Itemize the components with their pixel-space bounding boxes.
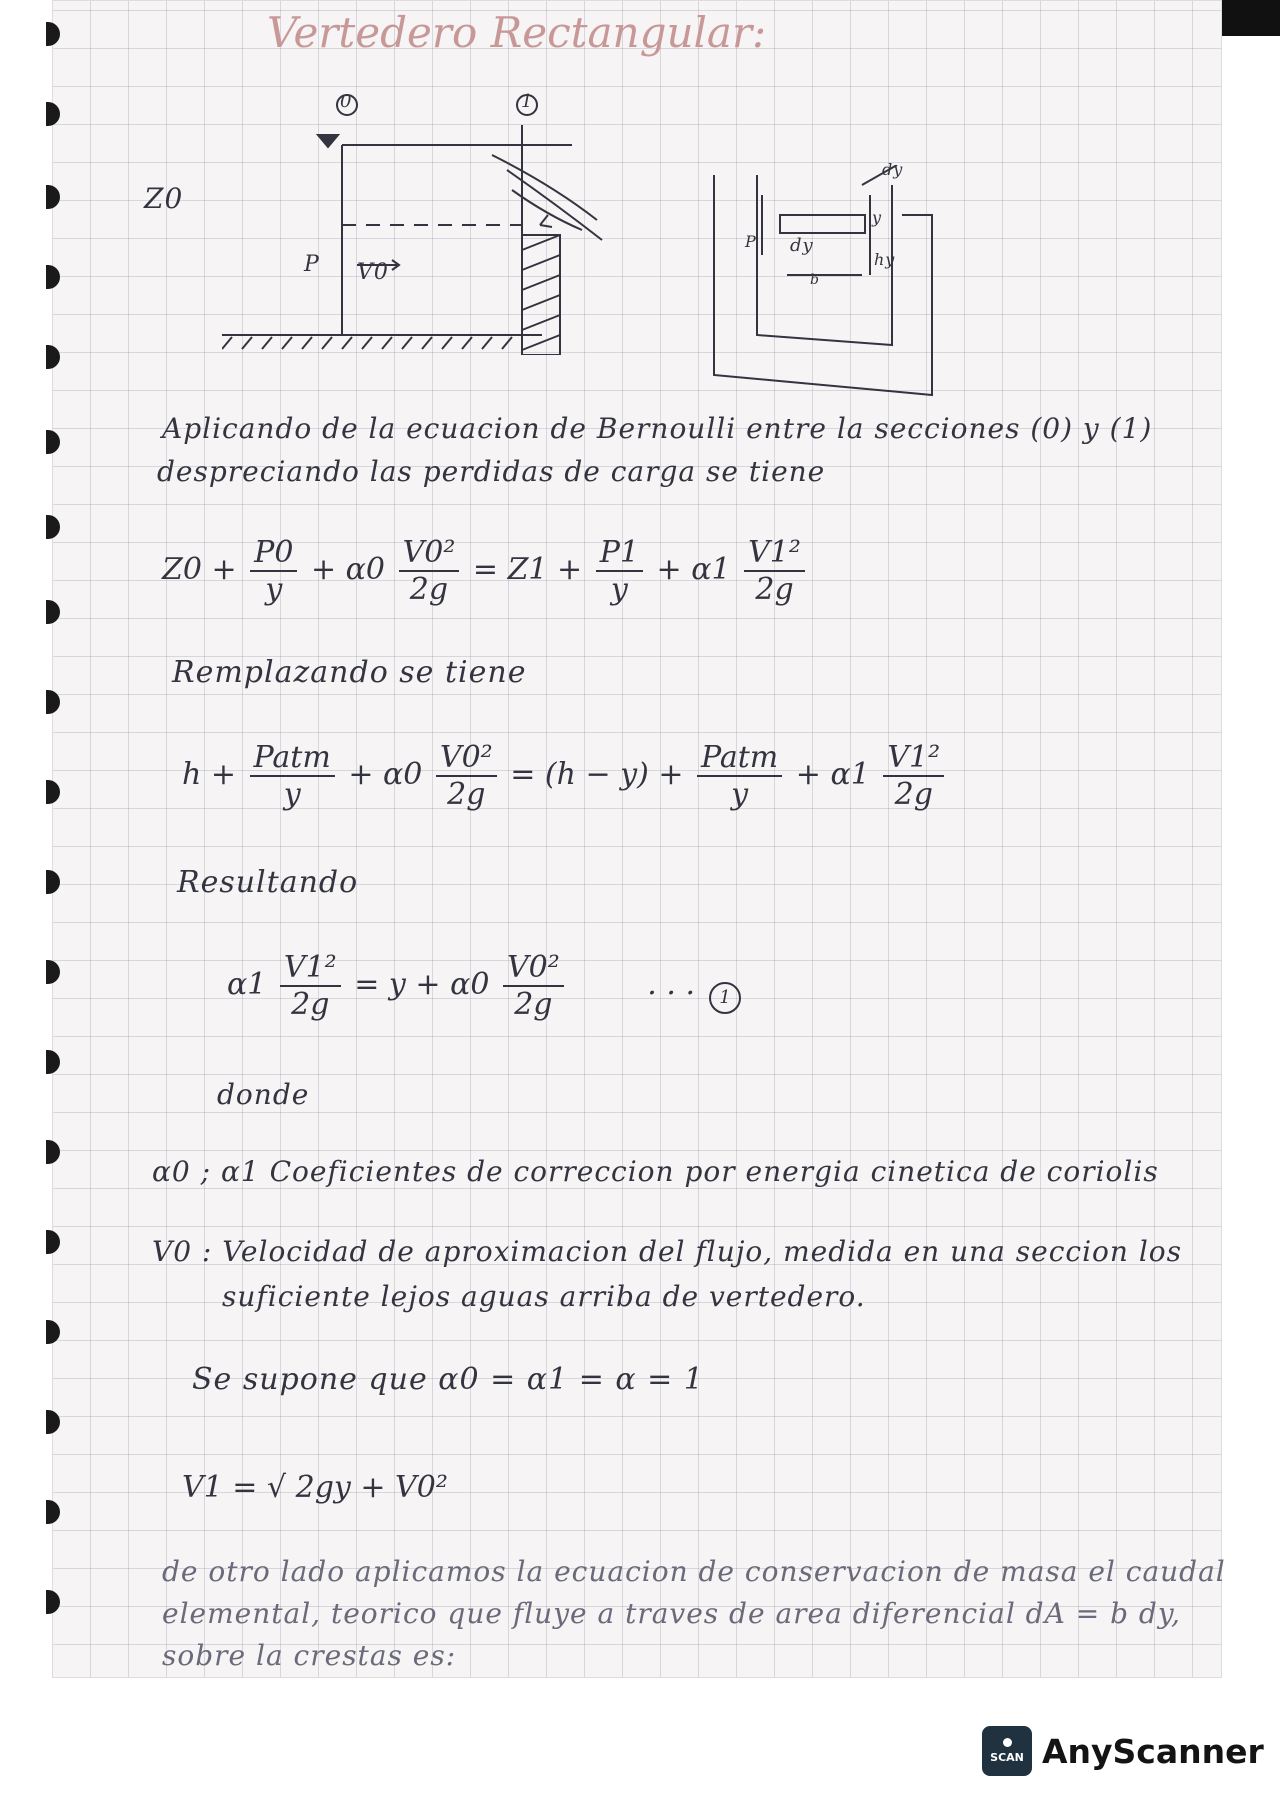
- paragraph-1-line-1: Aplicando de la ecuacion de Bernoulli entre la secciones (0) y (1): [162, 412, 1153, 445]
- eq3-f2-denominator: 2g: [514, 987, 553, 1022]
- eq2-f3-numerator: Patm: [697, 740, 782, 777]
- binding-hole: [46, 1320, 60, 1344]
- binding-hole: [46, 870, 60, 894]
- binding-hole: [46, 1050, 60, 1074]
- eq3-fraction-1: [280, 950, 341, 1022]
- eq3-term-1: α1: [227, 967, 267, 1002]
- eq1-f4-denominator: 2g: [755, 572, 794, 607]
- dy-label: dy: [790, 235, 814, 256]
- eq1-fraction-1: [250, 535, 297, 607]
- page-title: Vertedero Rectangular:: [267, 8, 767, 57]
- paragraph-2-line-2: elemental, teorico que fluye a traves de area diferencial dA = b dy,: [162, 1597, 1181, 1630]
- scan-badge-icon: [982, 1726, 1032, 1776]
- eq2-term-2: + α0: [348, 757, 423, 792]
- binding-hole: [46, 1500, 60, 1524]
- p-label: P: [304, 252, 320, 277]
- eq1-f2-numerator: V0²: [399, 535, 460, 572]
- eq2-f2-numerator: V0²: [436, 740, 497, 777]
- eq1-f2-denominator: 2g: [409, 572, 449, 607]
- eq2-f2-denominator: 2g: [447, 777, 486, 812]
- velocity-equation: V1 = √ 2gy + V0²: [182, 1470, 448, 1505]
- eq2-fraction-1: [250, 740, 335, 812]
- binding-hole: [46, 960, 60, 984]
- resulting-equation: [227, 950, 695, 1022]
- binding-hole: [46, 345, 60, 369]
- eq2-fraction-3: [697, 740, 782, 812]
- eq2-term-3: = (h − y) +: [510, 757, 684, 792]
- binding-hole: [46, 265, 60, 289]
- binding-hole: [46, 1590, 60, 1614]
- eq1-term-3: = Z1 +: [472, 552, 583, 587]
- section-zero-label: 0: [340, 91, 353, 112]
- z0-label: Z0: [144, 182, 184, 215]
- eq3-f1-numerator: V1²: [280, 950, 341, 987]
- eq1-f1-denominator: y: [265, 572, 283, 607]
- donde-label: donde: [217, 1078, 310, 1111]
- y-label: y: [872, 208, 883, 227]
- eq1-fraction-2: [399, 535, 460, 607]
- paragraph-1-line-2: despreciando las perdidas de carga se tiene: [157, 455, 826, 488]
- remplazando-heading: Remplazando se tiene: [172, 655, 527, 690]
- binding-hole: [46, 102, 60, 126]
- substituted-equation: [182, 740, 948, 812]
- weir-diagram: [222, 85, 692, 355]
- resultando-heading: Resultando: [177, 865, 359, 900]
- eq2-f1-numerator: Patm: [250, 740, 335, 777]
- definition-v0-line-1: V0 : Velocidad de aproximacion del flujo, medida en una seccion los: [152, 1235, 1183, 1268]
- notebook-page: [52, 0, 1226, 1678]
- equation-number-badge: 1: [709, 982, 741, 1014]
- section-one-label: 1: [521, 91, 534, 112]
- binding-hole: [46, 515, 60, 539]
- eq2-f4-denominator: 2g: [894, 777, 933, 812]
- dy-top-label: dy: [882, 160, 904, 179]
- eq1-f1-numerator: P0: [250, 535, 297, 572]
- p-small-label: P: [745, 232, 757, 251]
- eq1-term-1: Z0 +: [162, 552, 237, 587]
- hy-label: hy: [874, 250, 896, 269]
- eq3-term-2: = y + α0: [354, 967, 490, 1002]
- eq1-f3-numerator: P1: [596, 535, 643, 572]
- bernoulli-equation: [162, 535, 809, 607]
- eq1-f4-numerator: V1²: [744, 535, 805, 572]
- scan-badge-text: SCAN: [990, 1751, 1024, 1764]
- definition-alpha: α0 ; α1 Coeficientes de correccion por energia cinetica de coriolis: [152, 1155, 1159, 1188]
- b-label: b: [810, 272, 820, 288]
- eq1-f3-denominator: y: [610, 572, 628, 607]
- eq1-fraction-3: [596, 535, 643, 607]
- binding-hole: [46, 22, 60, 46]
- paragraph-2-line-1: de otro lado aplicamos la ecuacion de conservacion de masa el caudal: [162, 1555, 1226, 1588]
- binding-hole: [46, 185, 60, 209]
- eq1-term-2: + α0: [310, 552, 386, 587]
- eq3-f1-denominator: 2g: [291, 987, 330, 1022]
- eq2-f4-numerator: V1²: [883, 740, 944, 777]
- spiral-binding: [0, 0, 60, 1680]
- brand-name: AnyScanner: [1042, 1731, 1264, 1771]
- eq2-fraction-4: [883, 740, 944, 812]
- eq1-term-4: + α1: [656, 552, 731, 587]
- eq3-f2-numerator: V0²: [503, 950, 564, 987]
- binding-hole: [46, 1140, 60, 1164]
- binding-hole: [46, 600, 60, 624]
- binding-hole: [46, 1230, 60, 1254]
- binding-hole: [46, 690, 60, 714]
- definition-v0-line-2: suficiente lejos aguas arriba de vertedero.: [222, 1280, 866, 1313]
- binding-hole: [46, 1410, 60, 1434]
- eq3-fraction-2: [503, 950, 564, 1022]
- eq2-fraction-2: [436, 740, 497, 812]
- eq2-term-1: h +: [182, 757, 236, 792]
- v0-label: V0: [357, 260, 389, 285]
- binding-hole: [46, 430, 60, 454]
- eq2-f1-denominator: y: [283, 777, 301, 812]
- paragraph-2-line-3: sobre la crestas es:: [162, 1639, 457, 1672]
- assumption-line: Se supone que α0 = α1 = α = 1: [192, 1362, 704, 1397]
- eq2-term-4: + α1: [795, 757, 870, 792]
- eq2-f3-denominator: y: [731, 777, 749, 812]
- anyscanner-logo: [982, 1726, 1264, 1776]
- binding-hole: [46, 780, 60, 804]
- cross-section-diagram: [702, 165, 1002, 405]
- eq1-fraction-4: [744, 535, 805, 607]
- eq3-dots: . . .: [647, 967, 695, 1002]
